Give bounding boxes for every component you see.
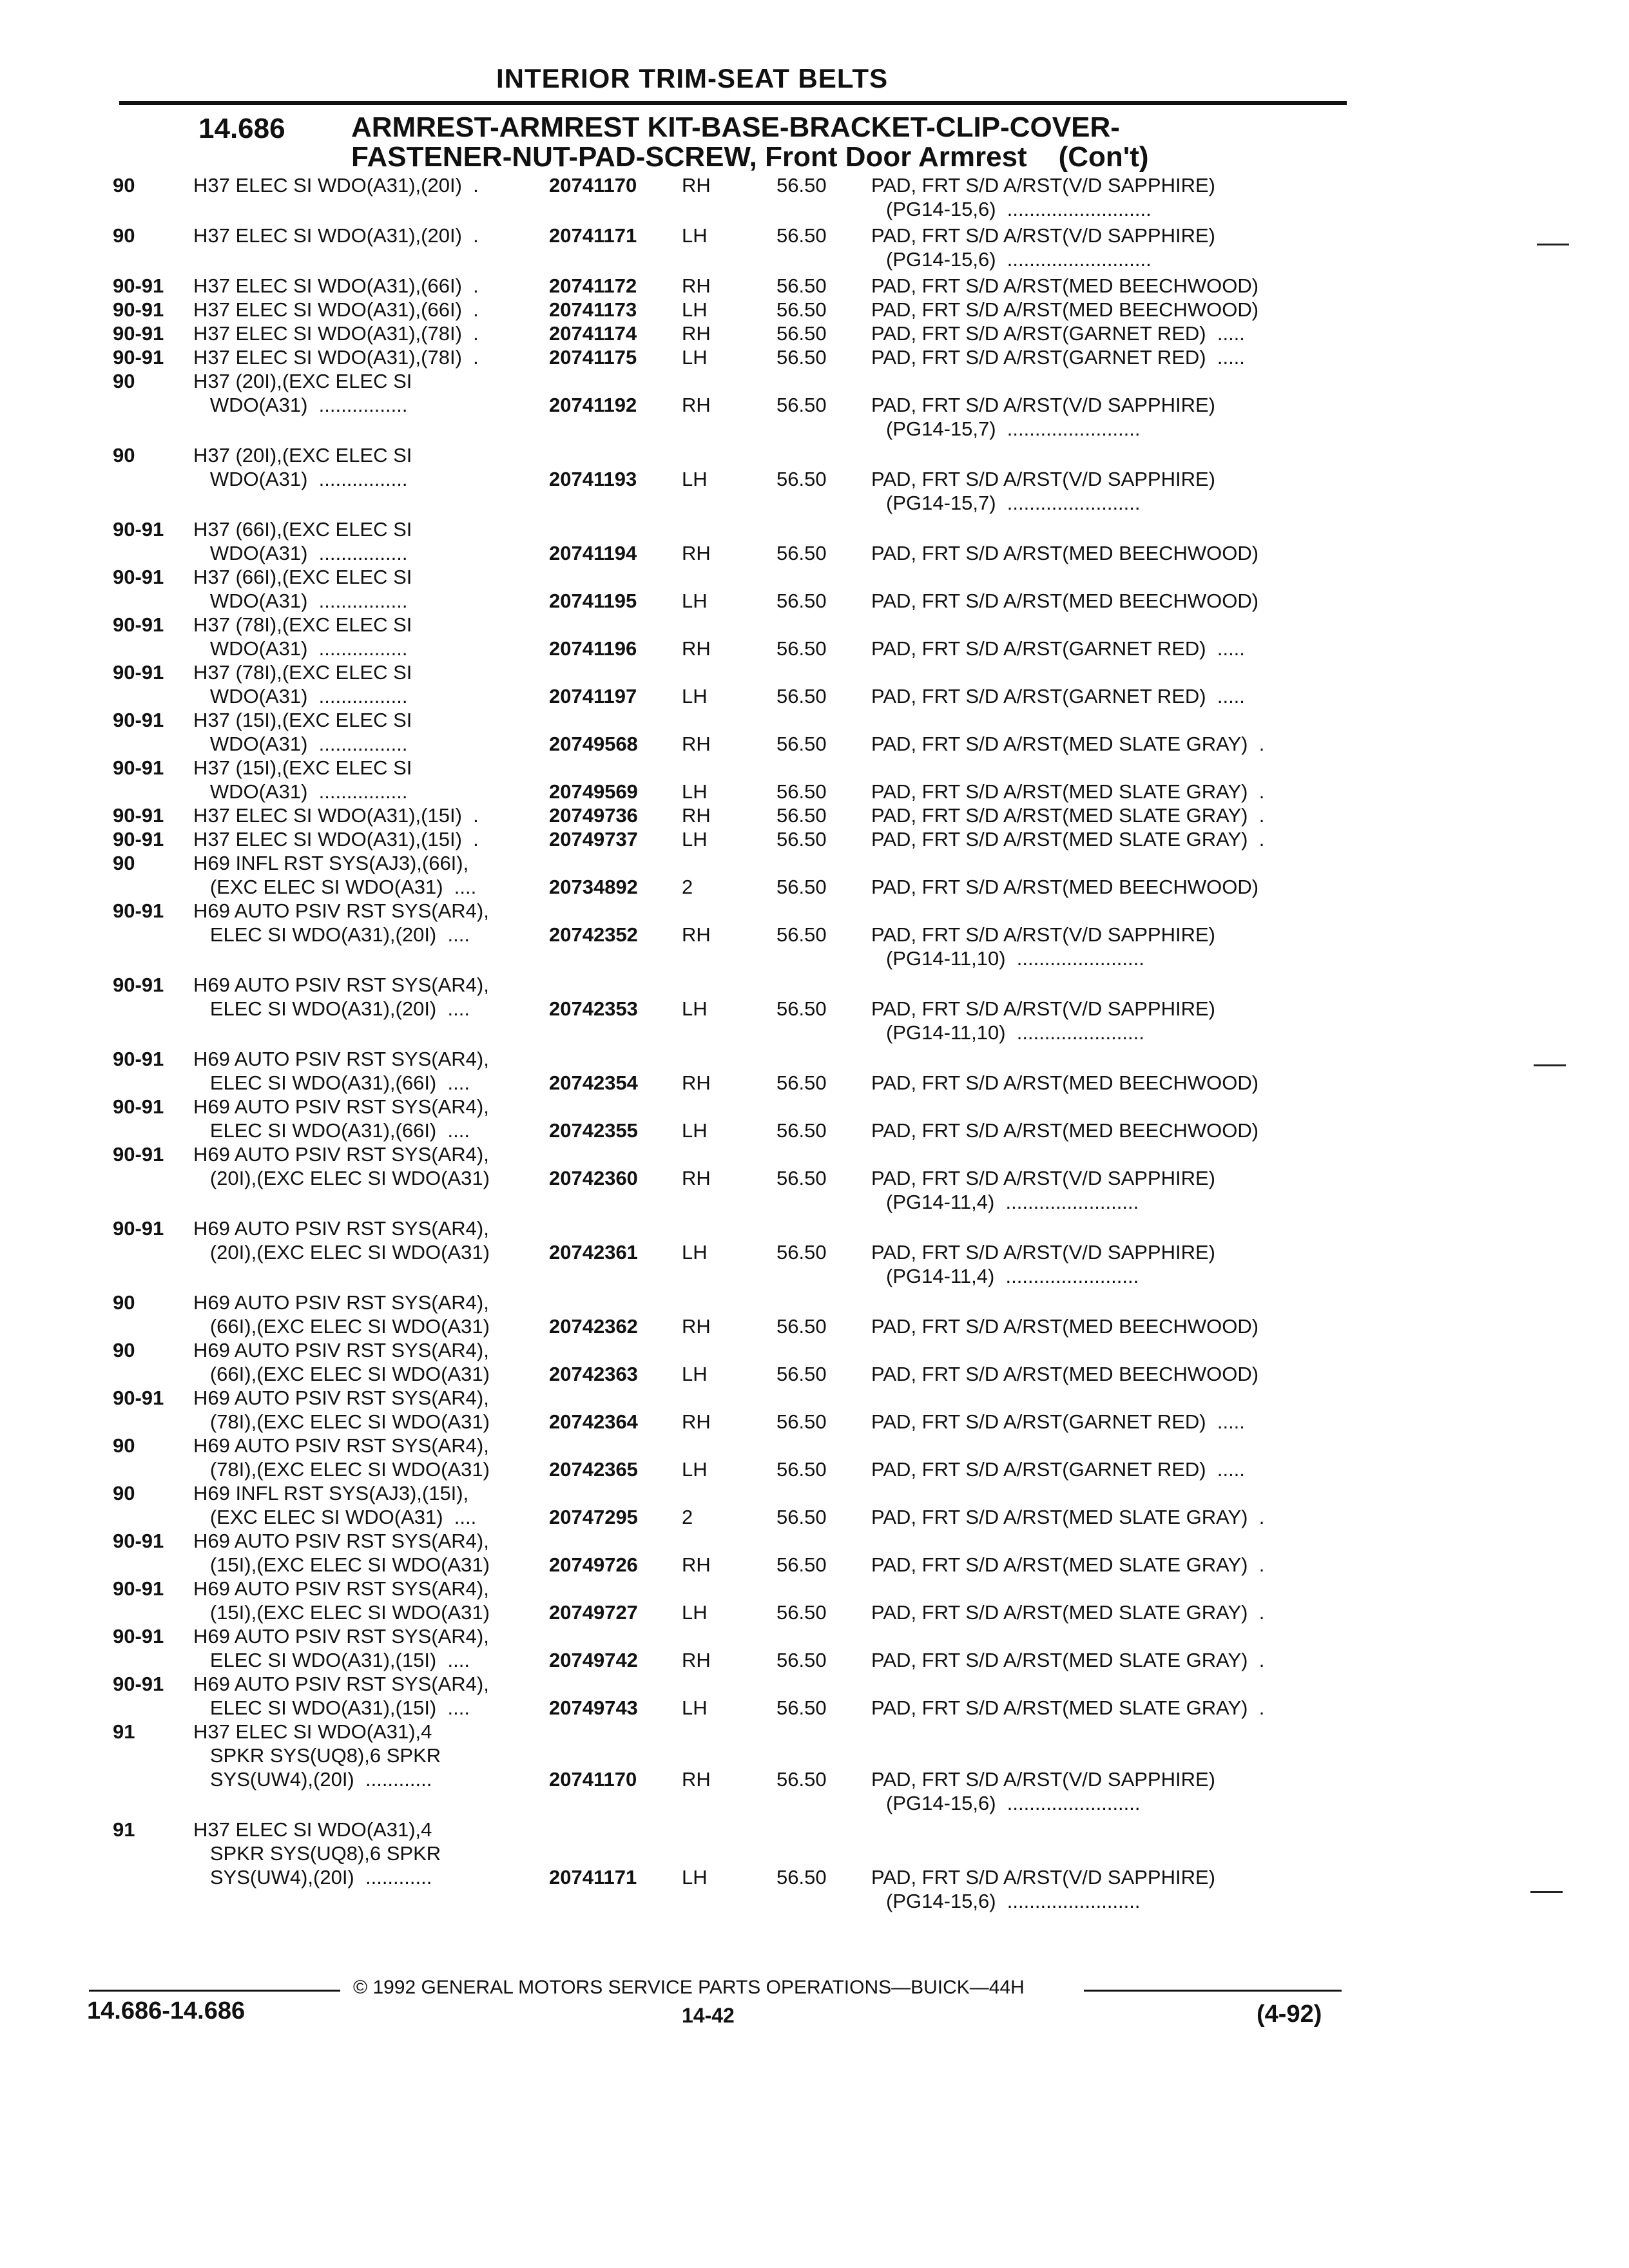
entry-description-line: H69 AUTO PSIV RST SYS(AR4), (193, 1339, 489, 1361)
entry-code: 90 (113, 852, 135, 874)
entry-description-line: (78I),(EXC ELEC SI WDO(A31) (193, 1410, 490, 1433)
entry-side: LH (682, 685, 708, 707)
entry-part-name: PAD, FRT S/D A/RST(MED BEECHWOOD) (871, 542, 1259, 564)
entry-part-number: 20749742 (549, 1649, 638, 1671)
entry-side: LH (682, 298, 708, 321)
entry-code: 90-91 (113, 828, 164, 850)
entry-side: RH (682, 804, 711, 827)
entry-description-line: H37 ELEC SI WDO(A31),4 (193, 1720, 432, 1743)
footer-date: (4-92) (1257, 2001, 1322, 2028)
entry-description-line: (20I),(EXC ELEC SI WDO(A31) (193, 1167, 490, 1189)
entry-description-line: ELEC SI WDO(A31),(20I) .... (193, 997, 470, 1020)
entry-description-line: H37 (78I),(EXC ELEC SI (193, 661, 412, 684)
entry-description-line: H69 AUTO PSIV RST SYS(AR4), (193, 1095, 489, 1118)
entry-description-line: H69 AUTO PSIV RST SYS(AR4), (193, 1673, 489, 1695)
entry-description-line: H69 AUTO PSIV RST SYS(AR4), (193, 1387, 489, 1409)
entry-code: 90-91 (113, 1387, 164, 1409)
entry-part-number: 20741174 (549, 322, 637, 345)
entry-part-number: 20742355 (549, 1119, 638, 1142)
entry-part-name: PAD, FRT S/D A/RST(GARNET RED) ..... (871, 322, 1245, 345)
entry-part-number: 20742363 (549, 1363, 638, 1385)
entry-price: 56.50 (776, 322, 827, 345)
section-title-line2: FASTENER-NUT-PAD-SCREW, Front Door Armrest (Con't) (351, 141, 1149, 173)
entry-description-line: (66I),(EXC ELEC SI WDO(A31) (193, 1315, 490, 1338)
entry-code: 90-91 (113, 756, 164, 779)
entry-part-number: 20741172 (549, 274, 637, 297)
entry-side: RH (682, 1553, 711, 1576)
entry-code: 90 (113, 174, 135, 197)
entry-description-line: H37 ELEC SI WDO(A31),(78I) . (193, 322, 479, 345)
entry-side: RH (682, 1649, 711, 1671)
entry-page-reference: (PG14-11,10) ....................... (886, 947, 1144, 970)
entry-description-line: H37 ELEC SI WDO(A31),4 (193, 1818, 432, 1841)
entry-part-number: 20749568 (549, 733, 638, 755)
entry-description-line: WDO(A31) ................ (193, 394, 408, 416)
entry-part-number: 20734892 (549, 876, 638, 898)
entry-description-line: H37 ELEC SI WDO(A31),(66I) . (193, 274, 479, 297)
entry-description-line: WDO(A31) ................ (193, 685, 408, 707)
entry-description-line: H37 ELEC SI WDO(A31),(15I) . (193, 828, 479, 850)
section-title-line1: ARMREST-ARMREST KIT-BASE-BRACKET-CLIP-COVER- (351, 111, 1120, 143)
entry-code: 90-91 (113, 1048, 164, 1070)
entry-page-reference: (PG14-15,7) ........................ (886, 418, 1141, 440)
entry-part-number: 20742362 (549, 1315, 638, 1338)
entry-side: LH (682, 1241, 708, 1264)
entry-part-name: PAD, FRT S/D A/RST(MED BEECHWOOD) (871, 590, 1259, 612)
entry-description-line: H37 (15I),(EXC ELEC SI (193, 756, 412, 779)
entry-part-name: PAD, FRT S/D A/RST(GARNET RED) ..... (871, 637, 1245, 660)
entry-part-name: PAD, FRT S/D A/RST(V/D SAPPHIRE) (871, 224, 1215, 247)
entry-part-number: 20742353 (549, 997, 638, 1020)
entry-part-name: PAD, FRT S/D A/RST(MED SLATE GRAY) . (871, 1649, 1265, 1671)
entry-page-reference: (PG14-11,4) ........................ (886, 1191, 1139, 1213)
entry-price: 56.50 (776, 1072, 827, 1094)
entry-description-line: H69 AUTO PSIV RST SYS(AR4), (193, 1625, 489, 1648)
entry-description-line: ELEC SI WDO(A31),(66I) .... (193, 1119, 470, 1142)
entry-description-line: WDO(A31) ................ (193, 590, 408, 612)
entry-side: RH (682, 1410, 711, 1433)
entry-price: 56.50 (776, 298, 827, 321)
entry-description-line: H69 INFL RST SYS(AJ3),(15I), (193, 1482, 469, 1504)
entry-part-number: 20749736 (549, 804, 638, 827)
entry-code: 90 (113, 1482, 135, 1504)
entry-code: 90 (113, 370, 135, 392)
entry-description-line: ELEC SI WDO(A31),(20I) .... (193, 923, 470, 946)
entry-part-name: PAD, FRT S/D A/RST(GARNET RED) ..... (871, 346, 1245, 369)
entry-part-number: 20742361 (549, 1241, 638, 1264)
entry-part-name: PAD, FRT S/D A/RST(MED BEECHWOOD) (871, 1119, 1259, 1142)
entry-price: 56.50 (776, 1601, 827, 1624)
entry-part-name: PAD, FRT S/D A/RST(V/D SAPPHIRE) (871, 1167, 1215, 1189)
entry-part-number: 20741171 (549, 1866, 637, 1888)
entry-description-line: H37 ELEC SI WDO(A31),(15I) . (193, 804, 479, 827)
entry-code: 90-91 (113, 661, 164, 684)
entry-part-number: 20741195 (549, 590, 637, 612)
section-number: 14.686 (198, 113, 285, 144)
entry-side: RH (682, 1315, 711, 1338)
entry-code: 90-91 (113, 1625, 164, 1648)
entry-price: 56.50 (776, 1315, 827, 1338)
entry-code: 90-91 (113, 974, 164, 996)
entry-price: 56.50 (776, 1363, 827, 1385)
entry-description-line: SPKR SYS(UQ8),6 SPKR (193, 1842, 441, 1865)
entry-side: LH (682, 1601, 708, 1624)
entry-description-line: WDO(A31) ................ (193, 542, 408, 564)
entry-part-number: 20742352 (549, 923, 638, 946)
entry-part-number: 20741170 (549, 1768, 637, 1791)
entry-side: RH (682, 923, 711, 946)
margin-mark (1530, 1891, 1563, 1893)
entry-price: 56.50 (776, 1119, 827, 1142)
page-title: INTERIOR TRIM-SEAT BELTS (496, 63, 889, 93)
entry-part-number: 20741173 (549, 298, 637, 321)
entry-part-name: PAD, FRT S/D A/RST(MED SLATE GRAY) . (871, 828, 1265, 850)
entry-description-line: H69 AUTO PSIV RST SYS(AR4), (193, 1530, 489, 1552)
entry-description-line: ELEC SI WDO(A31),(15I) .... (193, 1696, 470, 1719)
entry-price: 56.50 (776, 828, 827, 850)
entry-code: 90 (113, 444, 135, 466)
entry-price: 56.50 (776, 224, 827, 247)
entry-price: 56.50 (776, 1506, 827, 1528)
entry-part-number: 20741194 (549, 542, 637, 564)
entry-part-name: PAD, FRT S/D A/RST(MED SLATE GRAY) . (871, 1601, 1265, 1624)
entry-description-line: H69 AUTO PSIV RST SYS(AR4), (193, 974, 489, 996)
footer-rule-left (89, 1990, 340, 1992)
entry-price: 56.50 (776, 876, 827, 898)
entry-side: LH (682, 1119, 708, 1142)
entry-price: 56.50 (776, 1167, 827, 1189)
entry-price: 56.50 (776, 1458, 827, 1481)
entry-part-name: PAD, FRT S/D A/RST(GARNET RED) ..... (871, 1458, 1245, 1481)
entry-price: 56.50 (776, 637, 827, 660)
entry-description-line: (15I),(EXC ELEC SI WDO(A31) (193, 1601, 490, 1624)
entry-code: 90-91 (113, 804, 164, 827)
entry-description-line: H69 AUTO PSIV RST SYS(AR4), (193, 1048, 489, 1070)
entry-price: 56.50 (776, 174, 827, 197)
entry-price: 56.50 (776, 468, 827, 490)
entry-description-line: H37 (66I),(EXC ELEC SI (193, 566, 412, 588)
entry-side: LH (682, 468, 708, 490)
entry-side: RH (682, 1167, 711, 1189)
entry-side: RH (682, 1768, 711, 1791)
entry-side: LH (682, 997, 708, 1020)
entry-price: 56.50 (776, 542, 827, 564)
entry-description-line: H69 AUTO PSIV RST SYS(AR4), (193, 899, 489, 922)
entry-side: RH (682, 637, 711, 660)
footer-range: 14.686-14.686 (87, 1997, 246, 2024)
entry-code: 90-91 (113, 566, 164, 588)
entry-description-line: H69 AUTO PSIV RST SYS(AR4), (193, 1143, 489, 1166)
entry-part-name: PAD, FRT S/D A/RST(MED SLATE GRAY) . (871, 1553, 1265, 1576)
entry-description-line: H37 ELEC SI WDO(A31),(78I) . (193, 346, 479, 369)
entry-description-line: SPKR SYS(UQ8),6 SPKR (193, 1744, 441, 1767)
entry-side: RH (682, 174, 711, 197)
entry-side: RH (682, 394, 711, 416)
footer-copyright: © 1992 GENERAL MOTORS SERVICE PARTS OPERATIONS—BUICK—44H (353, 1977, 1025, 1998)
footer-page-number: 14-42 (682, 2004, 735, 2027)
entry-part-number: 20749569 (549, 780, 638, 803)
entry-code: 90-91 (113, 1673, 164, 1695)
entry-part-number: 20741170 (549, 174, 637, 197)
entry-description-line: WDO(A31) ................ (193, 733, 408, 755)
entry-code: 90-91 (113, 298, 164, 321)
entry-price: 56.50 (776, 733, 827, 755)
entry-code: 91 (113, 1818, 135, 1841)
entry-side: LH (682, 1363, 708, 1385)
entry-part-name: PAD, FRT S/D A/RST(MED BEECHWOOD) (871, 274, 1259, 297)
entry-description-line: SYS(UW4),(20I) ............ (193, 1866, 432, 1888)
entry-code: 90-91 (113, 899, 164, 922)
entry-description-line: WDO(A31) ................ (193, 637, 408, 660)
entry-description-line: H37 (78I),(EXC ELEC SI (193, 613, 412, 636)
entry-code: 90-91 (113, 274, 164, 297)
entry-description-line: H37 (20I),(EXC ELEC SI (193, 370, 412, 392)
entry-price: 56.50 (776, 997, 827, 1020)
entry-code: 90 (113, 224, 135, 247)
entry-part-name: PAD, FRT S/D A/RST(MED BEECHWOOD) (871, 1315, 1259, 1338)
entry-part-number: 20742365 (549, 1458, 638, 1481)
entry-code: 90-91 (113, 1530, 164, 1552)
section-title (351, 113, 1149, 172)
entry-price: 56.50 (776, 780, 827, 803)
entry-page-reference: (PG14-15,6) .......................... (886, 198, 1152, 220)
entry-description-line: (EXC ELEC SI WDO(A31) .... (193, 876, 477, 898)
entry-side: LH (682, 1866, 708, 1888)
entry-part-number: 20747295 (549, 1506, 638, 1528)
entry-page-reference: (PG14-15,7) ........................ (886, 492, 1141, 514)
entry-description-line: H69 AUTO PSIV RST SYS(AR4), (193, 1577, 489, 1600)
entry-part-name: PAD, FRT S/D A/RST(V/D SAPPHIRE) (871, 997, 1215, 1020)
entry-side: LH (682, 590, 708, 612)
entry-price: 56.50 (776, 1866, 827, 1888)
entry-part-number: 20749726 (549, 1553, 638, 1576)
entry-part-name: PAD, FRT S/D A/RST(V/D SAPPHIRE) (871, 1768, 1215, 1791)
entry-side: RH (682, 274, 711, 297)
entry-description-line: H37 ELEC SI WDO(A31),(20I) . (193, 174, 479, 197)
entry-code: 90-91 (113, 613, 164, 636)
entry-description-line: H37 (66I),(EXC ELEC SI (193, 518, 412, 541)
entry-price: 56.50 (776, 590, 827, 612)
entry-code: 90-91 (113, 518, 164, 541)
entry-page-reference: (PG14-11,10) ....................... (886, 1021, 1144, 1044)
entry-part-name: PAD, FRT S/D A/RST(MED BEECHWOOD) (871, 876, 1259, 898)
entry-part-name: PAD, FRT S/D A/RST(GARNET RED) ..... (871, 1410, 1245, 1433)
header-rule (119, 101, 1347, 105)
entry-page-reference: (PG14-15,6) ........................ (886, 1890, 1141, 1912)
entry-part-number: 20741171 (549, 224, 637, 247)
entry-part-name: PAD, FRT S/D A/RST(GARNET RED) ..... (871, 685, 1245, 707)
entry-part-name: PAD, FRT S/D A/RST(MED BEECHWOOD) (871, 1363, 1259, 1385)
entry-price: 56.50 (776, 1768, 827, 1791)
entry-code: 90-91 (113, 1217, 164, 1240)
entry-price: 56.50 (776, 1553, 827, 1576)
entry-price: 56.50 (776, 1410, 827, 1433)
entry-price: 56.50 (776, 804, 827, 827)
entry-part-name: PAD, FRT S/D A/RST(V/D SAPPHIRE) (871, 468, 1215, 490)
entry-code: 90-91 (113, 1577, 164, 1600)
entry-part-name: PAD, FRT S/D A/RST(V/D SAPPHIRE) (871, 1866, 1215, 1888)
entry-part-number: 20741192 (549, 394, 637, 416)
entry-part-name: PAD, FRT S/D A/RST(MED SLATE GRAY) . (871, 804, 1265, 827)
entry-description-line: (15I),(EXC ELEC SI WDO(A31) (193, 1553, 490, 1576)
entry-part-number: 20741196 (549, 637, 637, 660)
entry-part-number: 20742354 (549, 1072, 638, 1094)
entry-side: 2 (682, 876, 693, 898)
entry-code: 90-91 (113, 322, 164, 345)
entry-price: 56.50 (776, 1649, 827, 1671)
entry-description-line: WDO(A31) ................ (193, 780, 408, 803)
entry-price: 56.50 (776, 1241, 827, 1264)
entry-description-line: H37 (15I),(EXC ELEC SI (193, 709, 412, 731)
margin-mark (1537, 244, 1569, 245)
entry-part-name: PAD, FRT S/D A/RST(V/D SAPPHIRE) (871, 923, 1215, 946)
entry-part-name: PAD, FRT S/D A/RST(MED SLATE GRAY) . (871, 1696, 1265, 1719)
entry-code: 90-91 (113, 709, 164, 731)
entry-side: LH (682, 1458, 708, 1481)
entry-part-number: 20741197 (549, 685, 637, 707)
entry-part-name: PAD, FRT S/D A/RST(MED BEECHWOOD) (871, 298, 1259, 321)
entry-description-line: (66I),(EXC ELEC SI WDO(A31) (193, 1363, 490, 1385)
entry-price: 56.50 (776, 346, 827, 369)
entry-side: LH (682, 224, 708, 247)
entry-part-number: 20749743 (549, 1696, 638, 1719)
entry-page-reference: (PG14-15,6) .......................... (886, 248, 1152, 271)
entry-part-name: PAD, FRT S/D A/RST(V/D SAPPHIRE) (871, 1241, 1215, 1264)
entry-side: LH (682, 780, 708, 803)
footer-rule-right (1084, 1990, 1342, 1992)
entry-description-line: WDO(A31) ................ (193, 468, 408, 490)
entry-description-line: SYS(UW4),(20I) ............ (193, 1768, 432, 1791)
entry-description-line: H37 (20I),(EXC ELEC SI (193, 444, 412, 466)
entry-part-name: PAD, FRT S/D A/RST(MED SLATE GRAY) . (871, 780, 1265, 803)
entry-description-line: (78I),(EXC ELEC SI WDO(A31) (193, 1458, 490, 1481)
entry-code: 90 (113, 1291, 135, 1314)
entry-page-reference: (PG14-15,6) ........................ (886, 1792, 1141, 1814)
entry-part-name: PAD, FRT S/D A/RST(MED SLATE GRAY) . (871, 733, 1265, 755)
entry-part-number: 20741193 (549, 468, 637, 490)
entry-side: LH (682, 346, 708, 369)
entry-side: RH (682, 322, 711, 345)
entry-description-line: H37 ELEC SI WDO(A31),(20I) . (193, 224, 479, 247)
entry-part-name: PAD, FRT S/D A/RST(MED SLATE GRAY) . (871, 1506, 1265, 1528)
entry-description-line: H37 ELEC SI WDO(A31),(66I) . (193, 298, 479, 321)
entry-part-number: 20741175 (549, 346, 637, 369)
entry-part-name: PAD, FRT S/D A/RST(V/D SAPPHIRE) (871, 174, 1215, 197)
entry-part-number: 20742364 (549, 1410, 638, 1433)
entry-description-line: ELEC SI WDO(A31),(66I) .... (193, 1072, 470, 1094)
entry-price: 56.50 (776, 685, 827, 707)
entry-code: 90 (113, 1434, 135, 1457)
entry-description-line: (EXC ELEC SI WDO(A31) .... (193, 1506, 477, 1528)
entry-description-line: ELEC SI WDO(A31),(15I) .... (193, 1649, 470, 1671)
entry-side: 2 (682, 1506, 693, 1528)
entry-description-line: H69 AUTO PSIV RST SYS(AR4), (193, 1434, 489, 1457)
entry-page-reference: (PG14-11,4) ........................ (886, 1265, 1139, 1287)
entry-side: RH (682, 1072, 711, 1094)
margin-mark (1534, 1064, 1566, 1066)
entry-description-line: H69 INFL RST SYS(AJ3),(66I), (193, 852, 469, 874)
entry-code: 90 (113, 1339, 135, 1361)
entry-description-line: H69 AUTO PSIV RST SYS(AR4), (193, 1291, 489, 1314)
entry-description-line: (20I),(EXC ELEC SI WDO(A31) (193, 1241, 490, 1264)
entry-part-number: 20749727 (549, 1601, 638, 1624)
entry-side: LH (682, 1696, 708, 1719)
entry-price: 56.50 (776, 1696, 827, 1719)
entry-side: RH (682, 733, 711, 755)
entry-description-line: H69 AUTO PSIV RST SYS(AR4), (193, 1217, 489, 1240)
entry-code: 90-91 (113, 1143, 164, 1166)
entry-side: LH (682, 828, 708, 850)
entry-price: 56.50 (776, 274, 827, 297)
entry-part-number: 20742360 (549, 1167, 638, 1189)
entry-part-number: 20749737 (549, 828, 638, 850)
entry-price: 56.50 (776, 923, 827, 946)
entry-part-name: PAD, FRT S/D A/RST(V/D SAPPHIRE) (871, 394, 1215, 416)
entry-code: 90-91 (113, 1095, 164, 1118)
entry-part-name: PAD, FRT S/D A/RST(MED BEECHWOOD) (871, 1072, 1259, 1094)
entry-code: 90-91 (113, 346, 164, 369)
entry-code: 91 (113, 1720, 135, 1743)
entry-side: RH (682, 542, 711, 564)
entry-price: 56.50 (776, 394, 827, 416)
